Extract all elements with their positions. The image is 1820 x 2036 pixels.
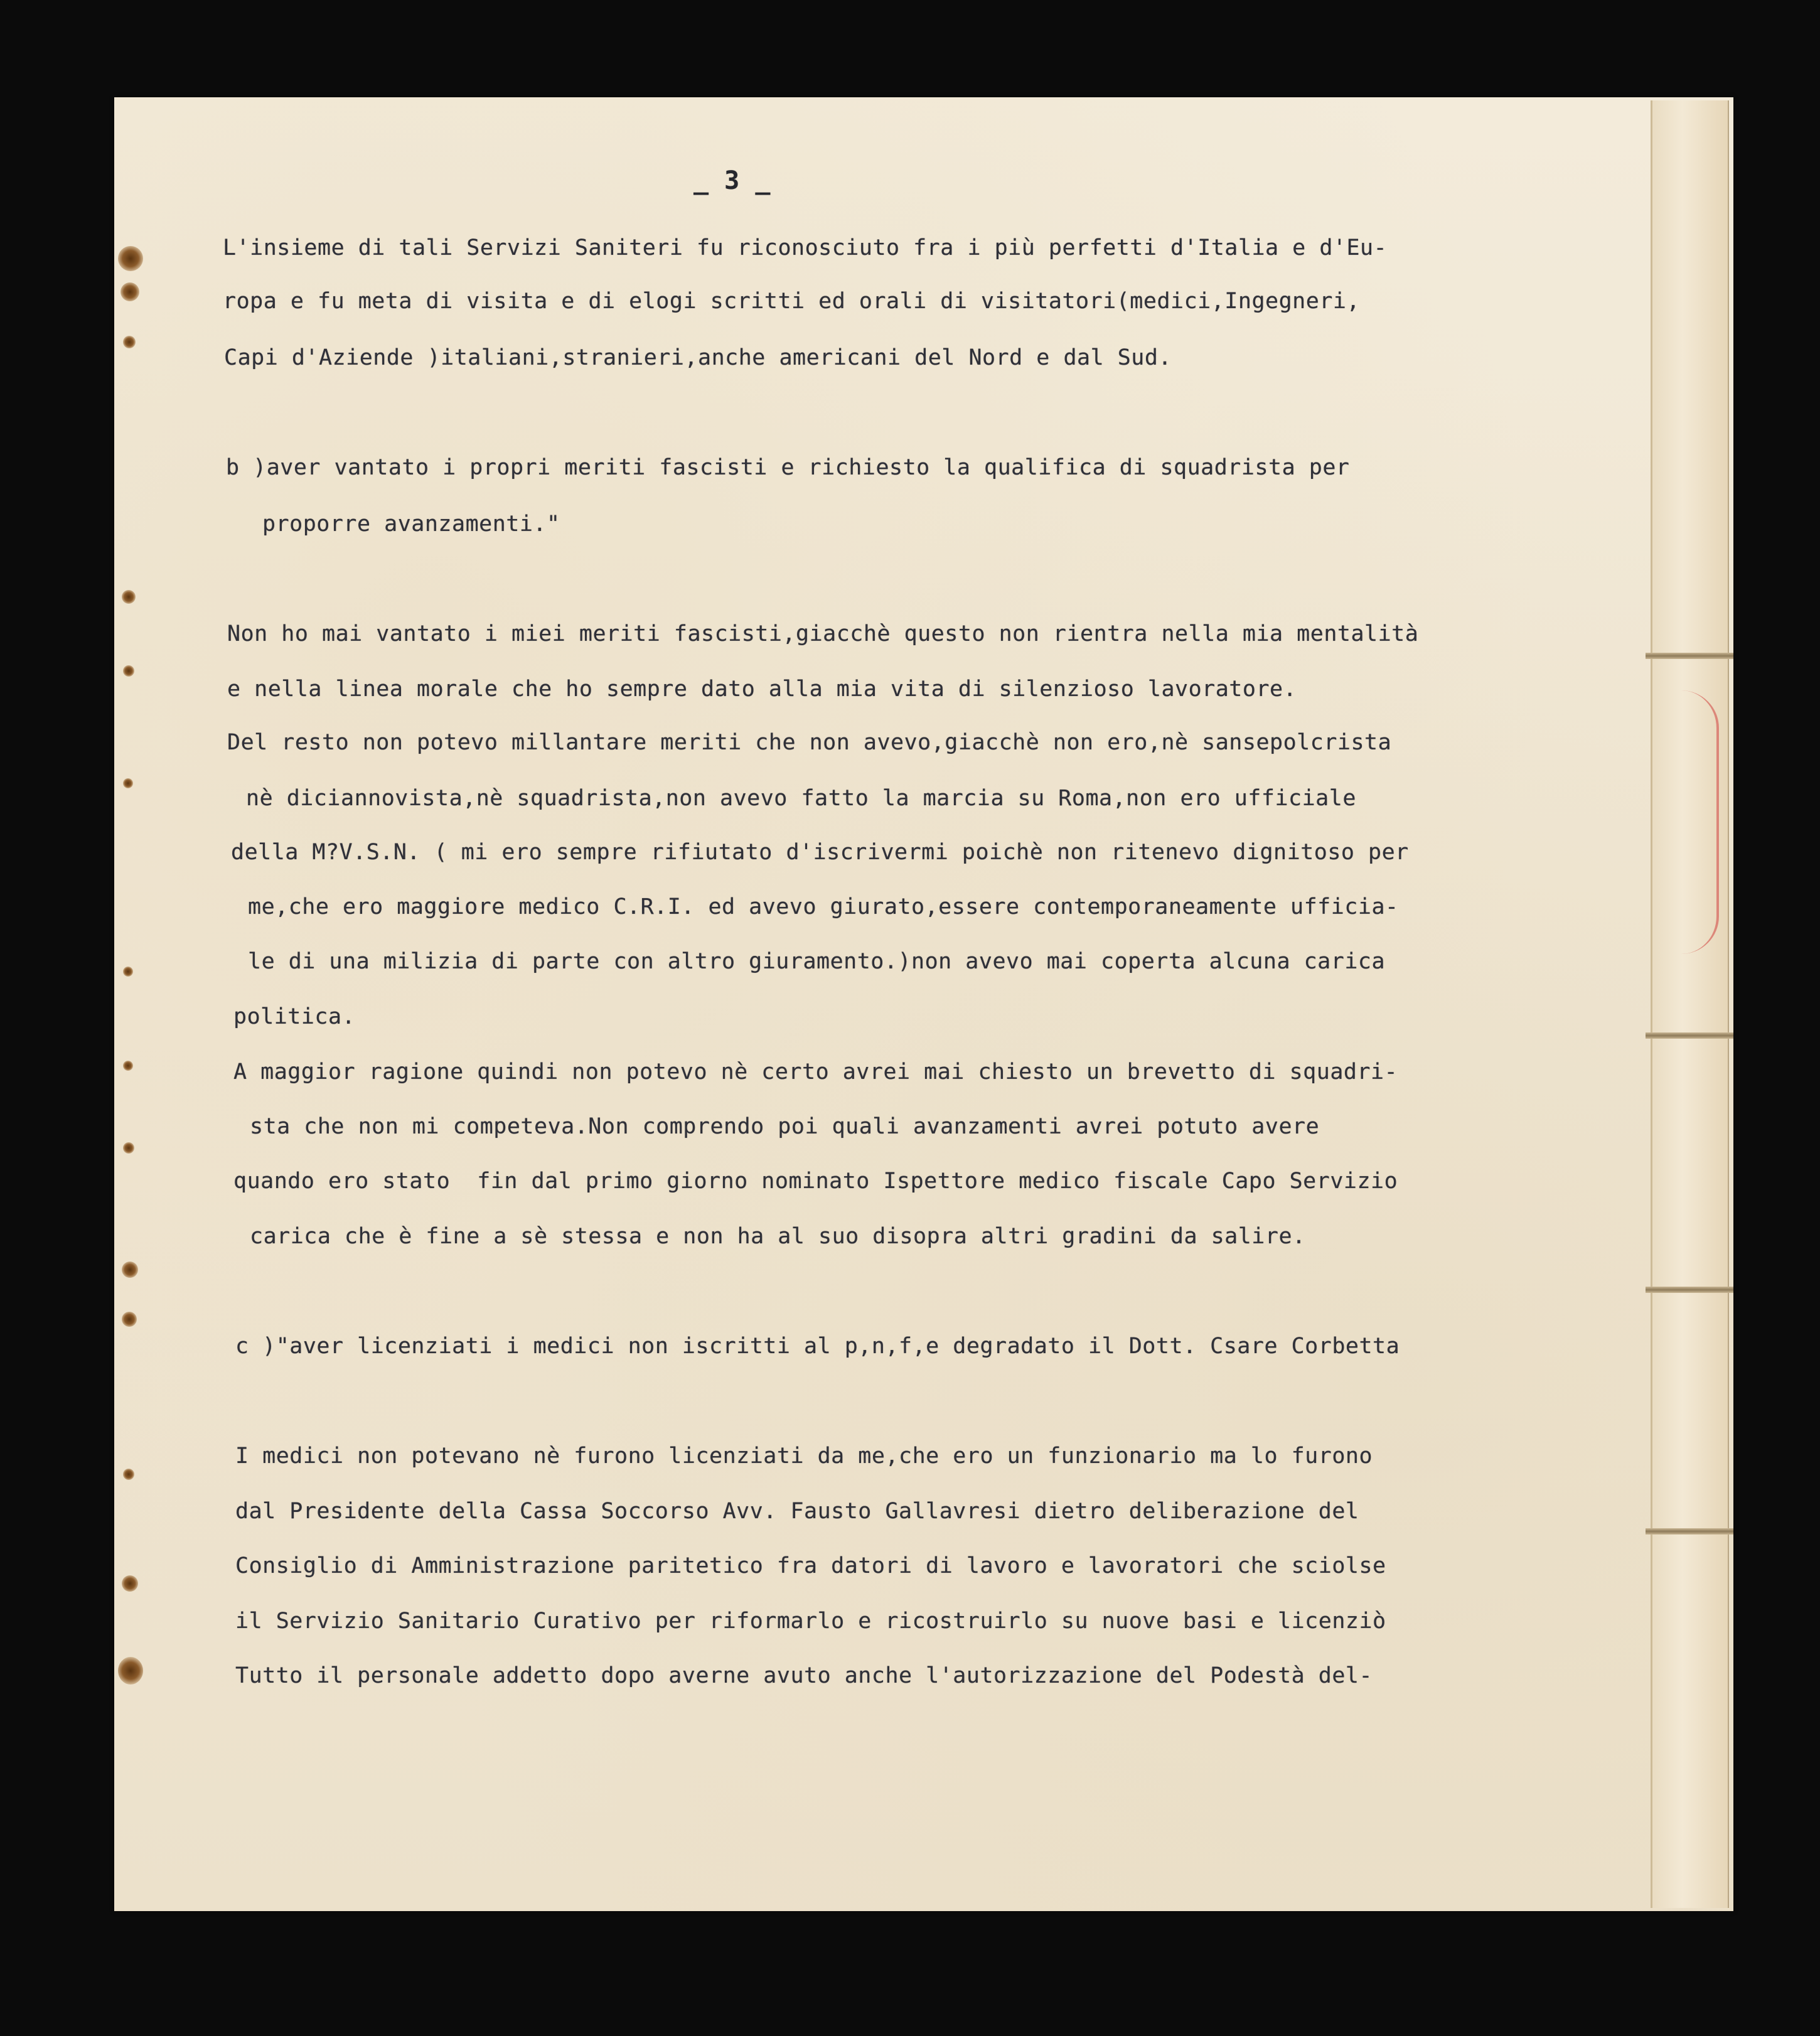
text-line: b )aver vantato i propri meriti fascisti e richiesto la qualifica di squadrista per (226, 455, 1350, 480)
text-line: c )"aver licenziati i medici non iscritti al p,n,f,e degradato il Dott. Csare Corbetta (235, 1334, 1400, 1359)
text-line: Capi d'Aziende )italiani,stranieri,anche americani del Nord e dal Sud. (224, 345, 1172, 370)
text-line: A maggior ragione quindi non potevo nè certo avrei mai chiesto un brevetto di squadri- (233, 1059, 1398, 1085)
text-line: politica. (233, 1004, 356, 1029)
page-number: _ 3 _ (693, 166, 771, 195)
text-line: Consiglio di Amministrazione paritetico fra datori di lavoro e lavoratori che sciolse (235, 1553, 1386, 1578)
text-line: me,che ero maggiore medico C.R.I. ed avevo giurato,essere contemporaneamente ufficia- (248, 894, 1399, 919)
text-line: quando ero stato fin dal primo giorno nominato Ispettore medico fiscale Capo Servizio (233, 1169, 1398, 1194)
text-line: L'insieme di tali Servizi Saniteri fu riconosciuto fra i più perfetti d'Italia e d'Eu- (223, 235, 1388, 260)
text-line: sta che non mi competeva.Non comprendo poi quali avanzamenti avrei potuto avere (250, 1114, 1320, 1139)
text-line: dal Presidente della Cassa Soccorso Avv. Fausto Gallavresi dietro deliberazione del (235, 1499, 1359, 1524)
text-line: I medici non potevano nè furono licenziati da me,che ero un funzionario ma lo furono (235, 1444, 1373, 1469)
text-line: proporre avanzamenti." (262, 512, 560, 537)
text-line: Del resto non potevo millantare meriti che non avevo,giacchè non ero,nè sansepolcrista (227, 730, 1392, 755)
text-line: le di una milizia di parte con altro giuramento.)non avevo mai coperta alcuna carica (248, 949, 1386, 974)
text-line: Non ho mai vantato i miei meriti fascisti,giacchè questo non rientra nella mia mentalità (227, 621, 1419, 646)
text-line: il Servizio Sanitario Curativo per riformarlo e ricostruirlo su nuove basi e licenziò (235, 1609, 1386, 1634)
text-line: della M?V.S.N. ( mi ero sempre rifiutato d'iscrivermi poichè non ritenevo dignitoso per (231, 840, 1409, 865)
text-line: carica che è fine a sè stessa e non ha al suo disopra altri gradini da salire. (250, 1224, 1306, 1249)
text-line: Tutto il personale addetto dopo averne avuto anche l'autorizzazione del Podestà del- (235, 1663, 1373, 1688)
text-line: e nella linea morale che ho sempre dato alla mia vita di silenzioso lavoratore. (227, 677, 1297, 702)
text-line: ropa e fu meta di visita e di elogi scritti ed orali di visitatori(medici,Ingegneri, (223, 289, 1361, 314)
text-line: nè diciannovista,nè squadrista,non avevo fatto la marcia su Roma,non ero ufficiale (246, 786, 1356, 811)
